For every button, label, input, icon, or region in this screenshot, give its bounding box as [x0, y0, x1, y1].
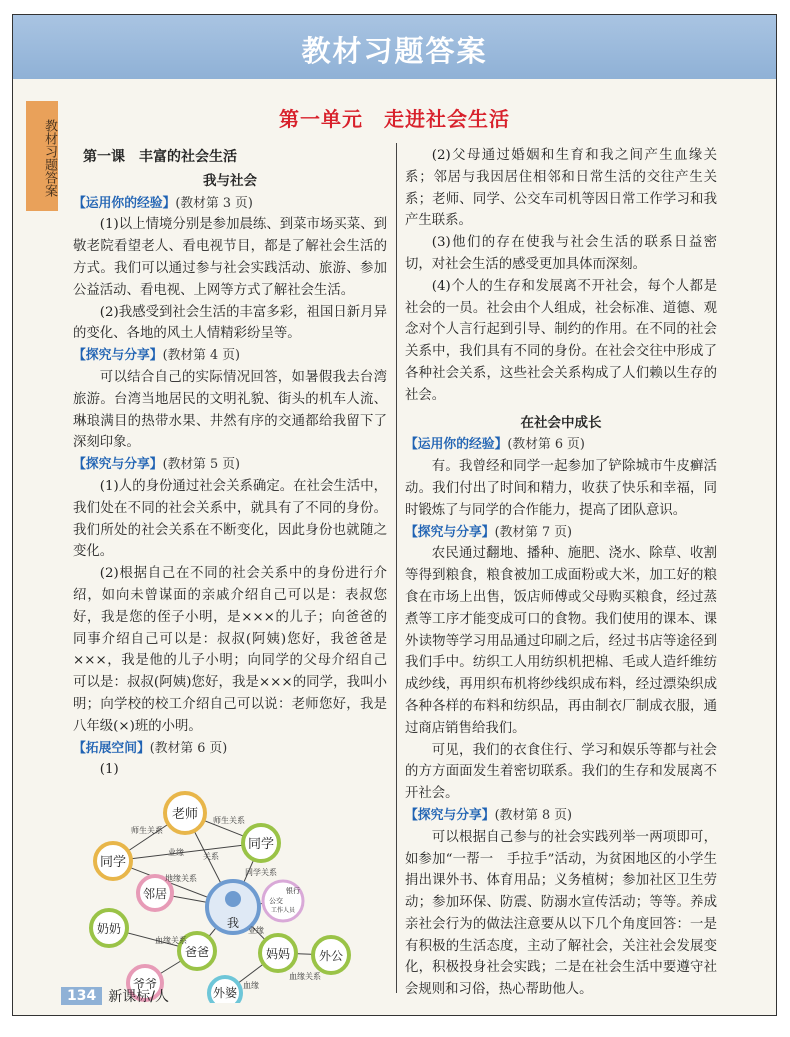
- node-maternal-grandpa: [313, 937, 349, 973]
- banner-title: 教材习题答案: [301, 34, 488, 68]
- answer-paragraph: 可以结合自己的实际情况回答，如暑假我去台湾旅游。台湾当地居民的文明礼貌、街头的机车人流、琳琅满目的热带水果、井然有序的交通都给我留下了深刻印象。: [73, 369, 387, 451]
- link-label: 师生关系: [213, 816, 245, 826]
- link-label: 师生关系: [131, 826, 163, 836]
- section-tag: 【拓展空间】: [73, 740, 150, 756]
- answer-paragraph: 有。我曾经和同学一起参加了铲除城市牛皮癣活动。我们付出了时间和精力，收获了快乐和幸福，同时锻炼了与同学的合作能力，提高了团队意识。: [405, 459, 717, 518]
- section-subtitle: 在社会中成长: [520, 414, 602, 431]
- node-grandma: [91, 910, 127, 946]
- link-label: 地缘关系: [165, 874, 197, 884]
- answer-paragraph: (1)以上情境分别是参加晨练、到菜市场买菜、到敬老院看望老人、看电视节目，都是了解社会生活的方式。我们可以通过参与社会实践活动、旅游、参加公益活动、看电视、上网等方式了解社会生活。: [73, 217, 387, 298]
- node-classmate-left: [95, 843, 131, 879]
- link-label: 血缘: [243, 981, 259, 991]
- link-label: 业缘: [248, 926, 264, 936]
- node-mom: [260, 935, 296, 971]
- section-header: [73, 345, 387, 367]
- section-tag: 【探究与分享】: [73, 348, 163, 364]
- node-label: 银行: [286, 887, 300, 896]
- node-label: 工作人员: [270, 907, 296, 915]
- answer-paragraph: (1)人的身份通过社会关系确定。在社会生活中，我们处在不同的社会关系中，就具有了不同的身份。我们所处的社会关系在不断变化，因此身份也就随之变化。: [73, 478, 387, 560]
- link-label: 业缘: [168, 848, 184, 858]
- section-ref: (教材第 8 页): [494, 807, 573, 823]
- unit-title: 第一单元 走进社会生活: [279, 107, 510, 131]
- section-tag: 【探究与分享】: [405, 807, 495, 823]
- footer-label: 新课标/人: [108, 989, 169, 1005]
- column-divider: [396, 143, 397, 993]
- node-label: 爷爷: [132, 977, 158, 992]
- section-header: [73, 193, 387, 215]
- side-tab: 教材习题答案: [26, 101, 58, 211]
- link-label: 血缘关系: [289, 972, 321, 982]
- node-label: 邻居: [142, 887, 168, 902]
- section-ref: (教材第 5 页): [162, 457, 241, 473]
- relations-svg: [73, 783, 387, 1003]
- section-tag: 【探究与分享】: [405, 524, 495, 540]
- answer-paragraph: 农民通过翻地、播种、施肥、浇水、除草、收割等得到粮食，粮食被加工成面粉或大米，加工好的粮食在市场上出售，饭店师傅或父母购买粮食，经过蒸煮等工序才能变成可口的食物。我们使用的课本、课外读物等学习用品通过印刷之后，经过书店等途径到我们手中。纺织工人用纺织机把棉、毛或人造纤维纺成纱线，再用织布机将纱线织成布料，经过漂染织成各种各样的布料和纺织品，再由制衣厂制成衣服，通过商店销售给我们。: [405, 546, 717, 736]
- node-label: 外婆: [212, 986, 238, 1001]
- node-teacher: [165, 793, 205, 833]
- node-label: 同学: [99, 855, 127, 871]
- node-classmate-right: [243, 825, 279, 861]
- node-maternal-grandma: [209, 977, 241, 1003]
- answer-paragraph: (2)根据自己在不同的社会关系中的身份进行介绍，如向未曾谋面的亲戚介绍自己可以是：表叔您好，我是您的侄子小明，是×××的儿子；向爸爸的同事介绍自己可以是：叔叔(阿姨)您好，我爸爸是×××，我是他的儿子小明；向同学的父母介绍自己可以是：叔叔(阿姨)您好，我是×××的同学，我叫小明；向学校的校工介绍自己可以说：老师您好，我是八年级(×)班的小明。: [73, 566, 387, 734]
- node-label: 爸爸: [184, 945, 210, 960]
- page-number: 134: [61, 987, 102, 1005]
- node-label: 我: [226, 916, 240, 931]
- section-tag: 【运用你的经验】: [73, 195, 176, 211]
- answer-paragraph: 可以根据自己参与的社会实践列举一两项即可，如参加“一帮一 手拉手”活动，为贫困地区的小学生捐出课外书、体育用品；义务植树；参加社区卫生劳动；参加环保、防震、防溺水宣传活动；等等。养成亲社会行为的做法注意要从以下几个角度回答：一是有积极的生活态度，主动了解社会，关注社会发展变化，积极投身社会实践；二是在社会生活中要遵守社会规则和习俗，热心帮助他人。: [405, 829, 717, 998]
- lesson-title: 第一课 丰富的社会生活: [83, 149, 237, 165]
- answer-paragraph: 可见，我们的衣食住行、学习和娱乐等都与社会的方方面面发生着密切联系。我们的生存和发展离不开社会。: [405, 742, 717, 802]
- section-ref: (教材第 6 页): [149, 740, 228, 756]
- left-column: [73, 145, 387, 1003]
- node-label: 妈妈: [265, 947, 291, 962]
- section-ref: (教材第 7 页): [494, 524, 573, 540]
- node-label: 外公: [318, 949, 344, 964]
- link-label: 血缘关系: [155, 936, 187, 946]
- header-banner: [13, 15, 776, 79]
- section-tag: 【运用你的经验】: [405, 437, 508, 453]
- answer-paragraph: (2)我感受到社会生活的丰富多彩，祖国日新月异的变化、各地的风土人情精彩纷呈等。: [73, 304, 387, 342]
- lesson-subtitle: 我与社会: [203, 172, 257, 189]
- node-label: 公交: [269, 897, 283, 906]
- social-relations-diagram: [73, 783, 387, 1003]
- page-footer: [61, 985, 169, 1007]
- section-header: [405, 434, 717, 456]
- section-tag: 【探究与分享】: [73, 457, 163, 473]
- node-services: [263, 881, 303, 921]
- person-icon: [225, 891, 241, 907]
- section-ref: (教材第 4 页): [162, 348, 241, 364]
- item-number: (1): [99, 762, 119, 778]
- section-ref: (教材第 3 页): [175, 195, 253, 211]
- link-label: 同学关系: [245, 868, 277, 878]
- right-column: [405, 145, 717, 1001]
- section-header: [73, 454, 387, 476]
- node-label: 奶奶: [96, 922, 122, 937]
- link-label: 关系: [203, 852, 219, 862]
- answer-paragraph: (3)他们的存在使我与社会生活的联系日益密切，对社会生活的感受更加具体而深刻。: [405, 235, 717, 272]
- page: [12, 14, 777, 1016]
- node-label: 老师: [171, 807, 199, 823]
- answer-paragraph: (4)个人的生存和发展离不开社会，每个人都是社会的一员。社会由个人组成，社会标准、道德、观念对个人言行起到引导、制约的作用。在不同的社会关系中，我们具有不同的身份。在社会交往中形成了各种社会关系，这些社会关系构成了人们赖以生存的社会。: [405, 278, 717, 403]
- node-label: 同学: [247, 837, 275, 853]
- answer-paragraph: (2)父母通过婚姻和生育和我之间产生血缘关系；邻居与我因居住相邻和日常生活的交往产生关系；老师、同学、公交车司机等因日常工作学习和我产生联系。: [405, 148, 717, 229]
- section-header: [73, 738, 387, 760]
- section-ref: (教材第 6 页): [507, 437, 585, 453]
- section-header: [405, 805, 717, 827]
- section-header: [405, 522, 717, 544]
